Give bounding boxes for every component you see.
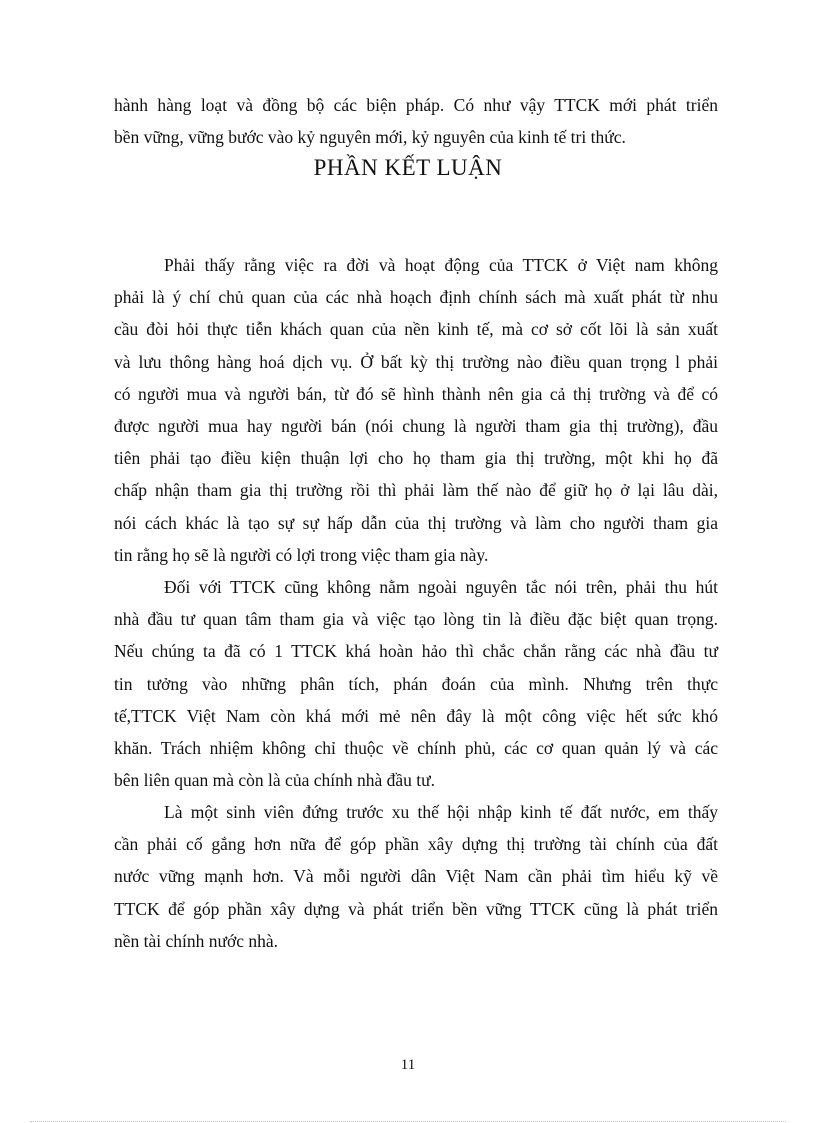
text-line: nói cách khác là tạo sự sự hấp dẫn của thị trường và làm cho người tham gia: [114, 512, 718, 533]
text-line: nhà đầu tư quan tâm tham gia và việc tạo lòng tin là điều đặc biệt quan trọng.: [114, 609, 718, 630]
text-line: khăn. Trách nhiệm không chỉ thuộc về chính phủ, các cơ quan quản lý và các: [114, 737, 718, 758]
text-line: được người mua hay người bán (nói chung là người tham gia thị trường), đầu: [114, 415, 718, 436]
text-line: TTCK để góp phần xây dựng và phát triển bền vững TTCK cũng là phát triển: [114, 898, 718, 919]
text-line: nước vững mạnh hơn. Và mỗi người dân Việt Nam cần phải tìm hiểu kỹ về: [114, 866, 718, 887]
text-line: nền tài chính nước nhà.: [114, 930, 279, 951]
text-line: chấp nhận tham gia thị trường rồi thì phải làm thế nào để giữ họ ở lại lâu dài,: [114, 480, 718, 501]
page-bottom-divider: [30, 1121, 786, 1122]
page-number: 11: [400, 1057, 416, 1073]
text-line: bên liên quan mà còn là của chính nhà đầu tư.: [114, 770, 435, 791]
paragraph-1: [114, 249, 718, 571]
text-line: cần phải cố gắng hơn nữa để góp phần xây dựng thị trường tài chính của đất: [114, 834, 718, 855]
text-line: tế,TTCK Việt Nam còn khá mới mẻ nên đây là một công việc hết sức khó: [114, 705, 718, 726]
text-line: Nếu chúng ta đã có 1 TTCK khá hoàn hảo thì chắc chắn rằng các nhà đầu tư: [114, 641, 718, 662]
paragraph-2: [114, 571, 718, 796]
section-heading: PHẦN KẾT LUẬN: [313, 155, 503, 180]
paragraph-3: [114, 796, 718, 957]
intro-paragraph: [114, 89, 718, 153]
text-line: Đối với TTCK cũng không nằm ngoài nguyên tắc nói trên, phải thu hút: [164, 577, 718, 597]
text-line: và lưu thông hàng hoá dịch vụ. Ở bất kỳ thị trường nào điều quan trọng l phải: [114, 351, 718, 372]
text-line: phải là ý chí chủ quan của các nhà hoạch định chính sách mà xuất phát từ nhu: [114, 287, 718, 308]
text-line: hành hàng loạt và đồng bộ các biện pháp. Có như vậy TTCK mới phát triển: [114, 95, 718, 115]
text-line: Là một sinh viên đứng trước xu thế hội nhập kinh tế đất nước, em thấy: [164, 802, 718, 822]
text-line: cầu đòi hỏi thực tiễn khách quan của nền kinh tế, mà cơ sở cốt lõi là sản xuất: [114, 319, 718, 340]
text-line: tin rằng họ sẽ là người có lợi trong việc tham gia này.: [114, 544, 489, 565]
text-line: tiên phải tạo điều kiện thuận lợi cho họ tham gia thị trường, một khi họ đã: [114, 448, 718, 469]
text-line: tin tưởng vào những phân tích, phán đoán của mình. Nhưng trên thực: [114, 673, 718, 694]
text-line: có người mua và người bán, từ đó sẽ hình thành nên gia cả thị trường và để có: [114, 383, 718, 404]
text-line: Phải thấy rằng việc ra đời và hoạt động của TTCK ở Việt nam không: [164, 255, 718, 275]
text-line: bền vững, vững bước vào kỷ nguyên mới, kỷ nguyên của kinh tế tri thức.: [114, 127, 626, 148]
